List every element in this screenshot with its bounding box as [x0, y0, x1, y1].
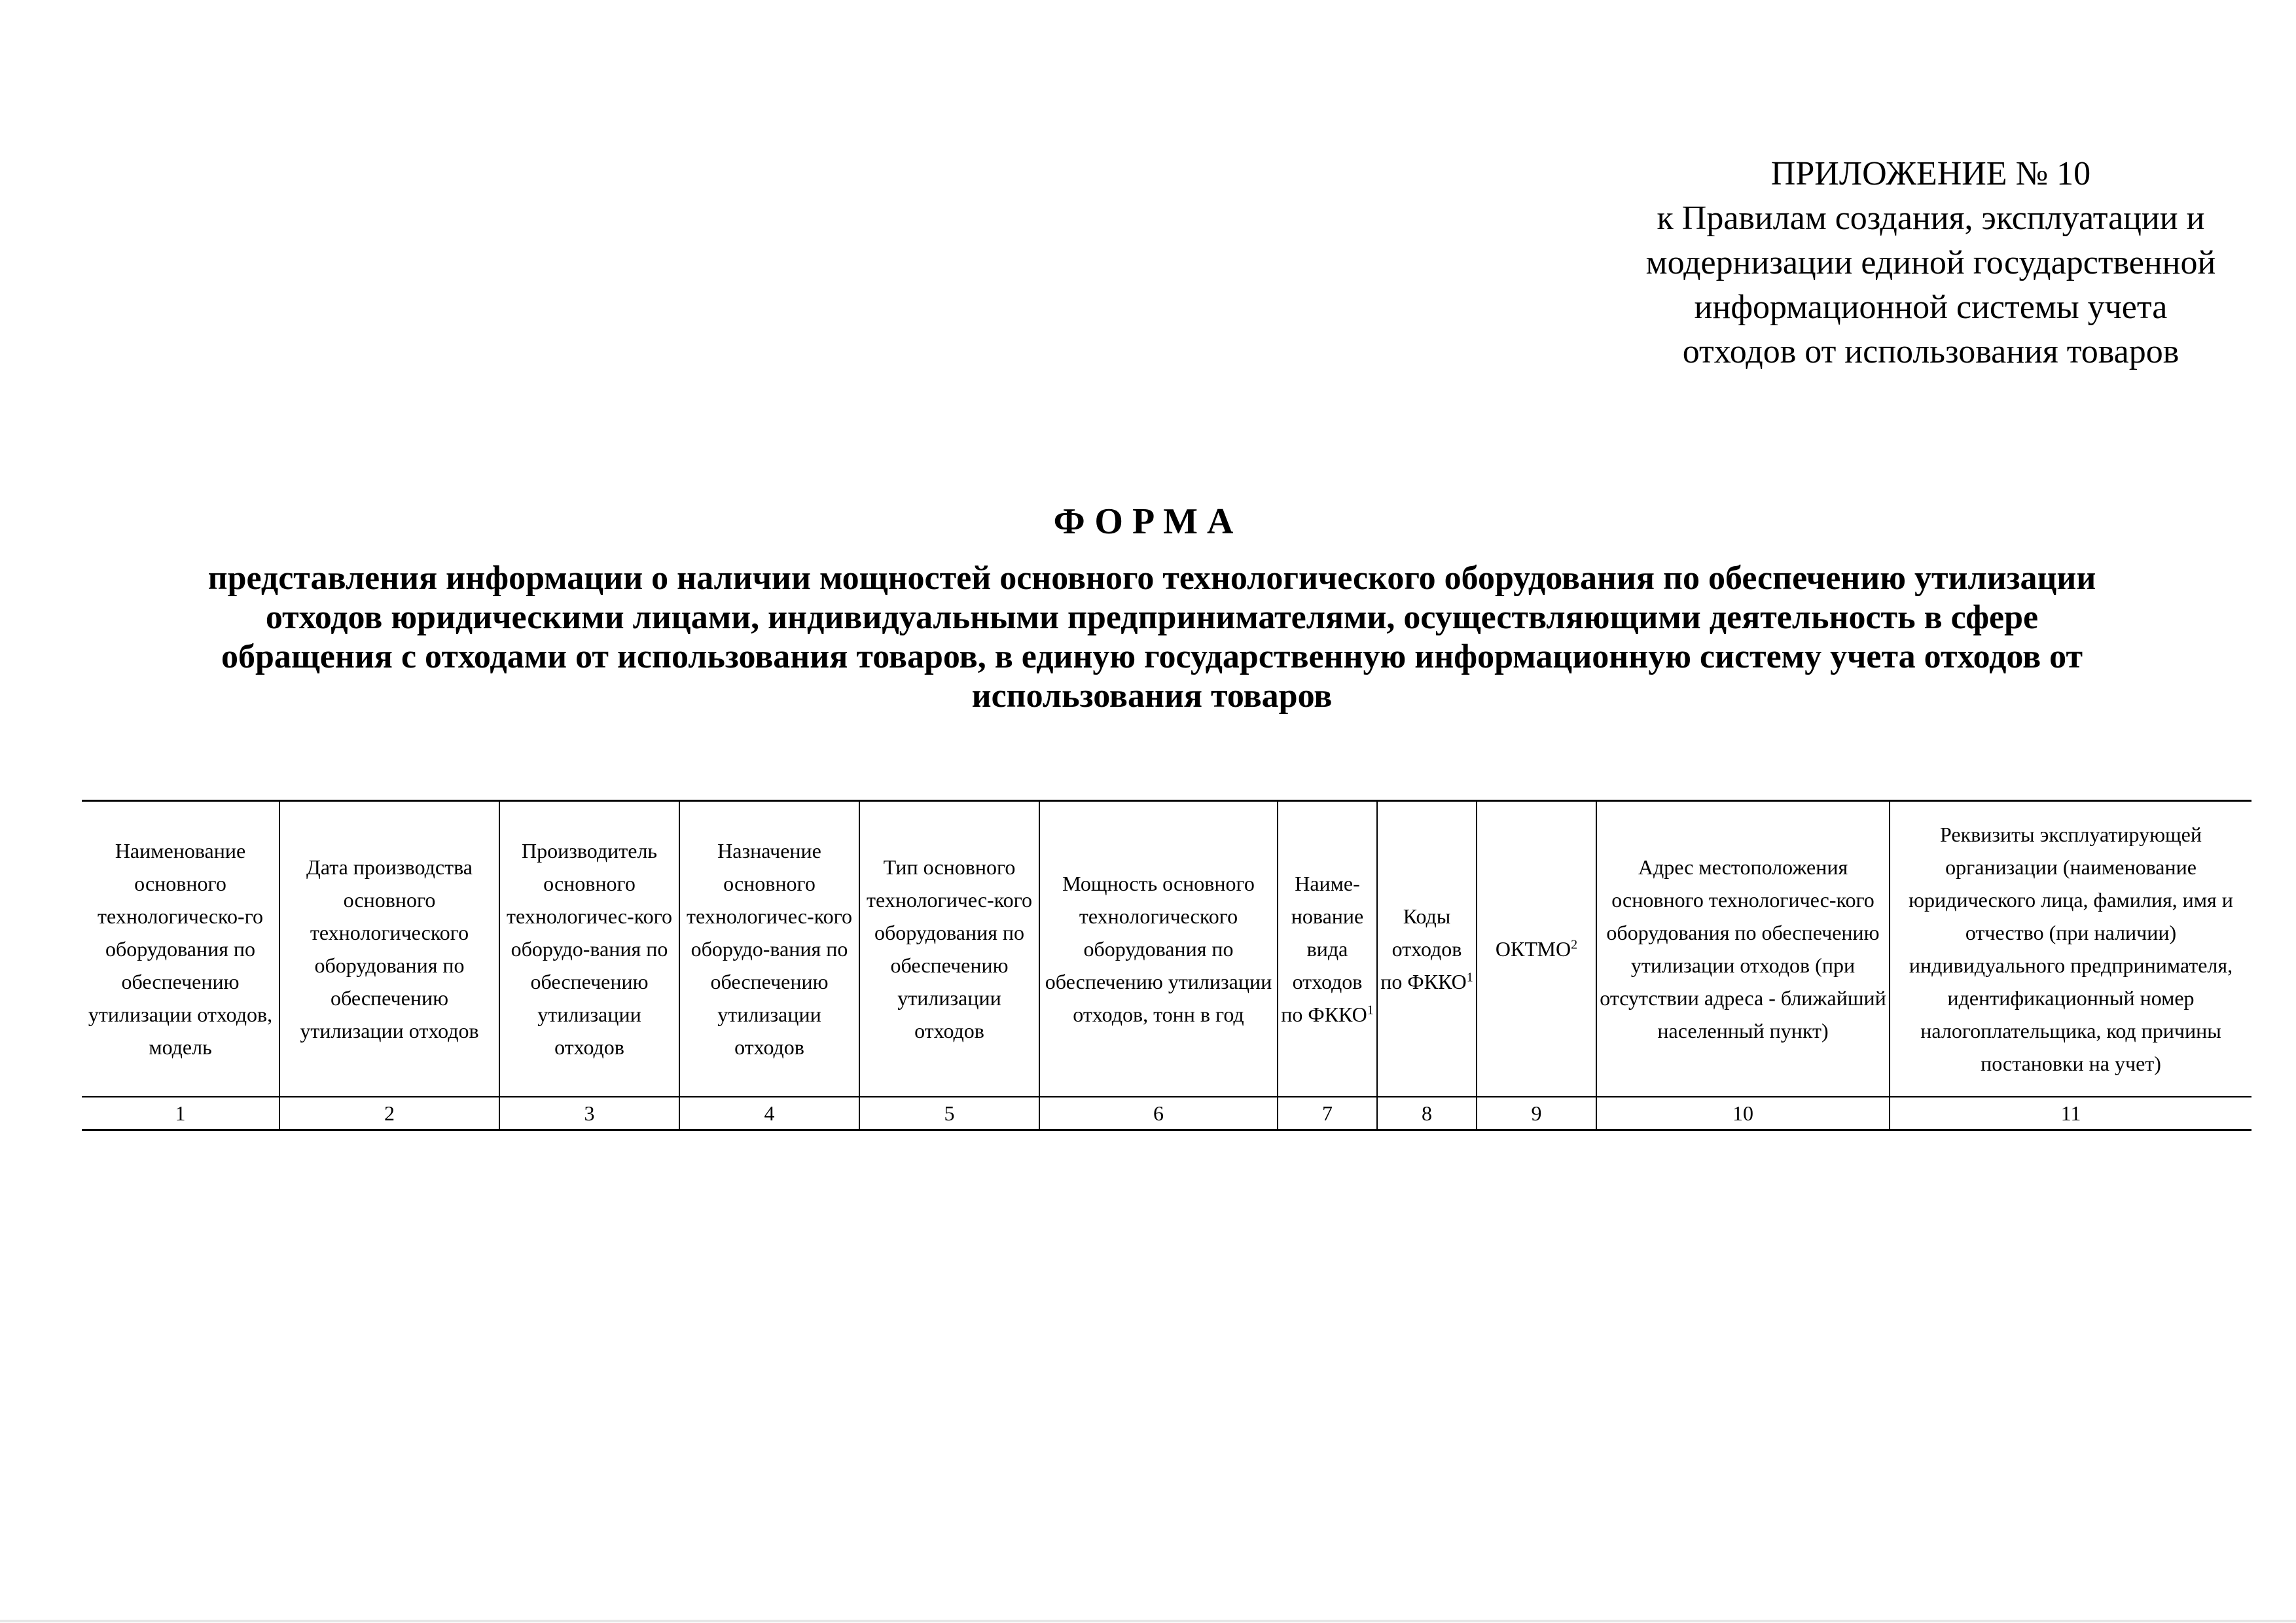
- column-header-address: Адрес местоположения основного технологичес-кого оборудования по обеспечению утилизации отходов (при отсутствии адреса - ближайший населенный пункт): [1596, 801, 1890, 1097]
- column-header-oktmo: ОКТМО$^2$: [1477, 801, 1596, 1097]
- appendix-line: отходов от использования товаров: [1682, 333, 2179, 370]
- column-header-production-date: Дата производства основного технологического оборудования по обеспечению утилизации отходов: [279, 801, 499, 1097]
- column-number: 10: [1596, 1097, 1890, 1130]
- column-number: 6: [1039, 1097, 1278, 1130]
- column-number: 9: [1477, 1097, 1596, 1130]
- appendix-number: ПРИЛОЖЕНИЕ № 10: [1770, 155, 2091, 192]
- form-subtitle-line: отходов юридическими лицами, индивидуальными предпринимателями, осуществляющими деятельность в сфере: [265, 599, 2039, 636]
- footnote-mark: 2: [1571, 937, 1578, 952]
- column-header-equipment-type: Тип основного технологичес-кого оборудования по обеспечению утилизации отходов: [859, 801, 1039, 1097]
- appendix-line: модернизации единой государственной: [1645, 244, 2216, 281]
- appendix-block: [1532, 152, 2296, 374]
- column-header-capacity: Мощность основного технологического оборудования по обеспечению утилизации отходов, тонн в год: [1039, 801, 1278, 1097]
- form-subtitle-line: представления информации о наличии мощностей основного технологического оборудования по обеспечению утилизации: [207, 560, 2096, 597]
- form-subtitle-line: обращения с отходами от использования товаров, в единую государственную информационную систему учета отходов от: [221, 638, 2083, 675]
- column-number: 7: [1278, 1097, 1377, 1130]
- appendix-line: информационной системы учета: [1694, 289, 2168, 326]
- column-number: 11: [1890, 1097, 2251, 1130]
- column-number: 4: [679, 1097, 859, 1130]
- form-title: ФОРМА: [1053, 501, 1243, 542]
- footnote-mark: 1: [1367, 1003, 1374, 1018]
- table-header-row: [82, 801, 2251, 1097]
- footnote-mark: 1: [1466, 970, 1473, 985]
- form-subtitle: [65, 559, 2238, 716]
- form-table: [82, 800, 2251, 1131]
- column-header-manufacturer: Производитель основного технологичес-кого оборудо-вания по обеспечению утилизации отходов: [499, 801, 679, 1097]
- column-number: 1: [82, 1097, 279, 1130]
- column-header-operator-details: Реквизиты эксплуатирующей организации (наименование юридического лица, фамилия, имя и отчество (при наличии) индивидуального предпринимателя, идентификационный номер налогоплательщика, код причины постановки на учет): [1890, 801, 2251, 1097]
- column-number: 3: [499, 1097, 679, 1130]
- column-number: 2: [279, 1097, 499, 1130]
- column-header-waste-codes: Коды отходов по ФККО$^1$: [1377, 801, 1477, 1097]
- form-subtitle-line: использования товаров: [971, 677, 1333, 715]
- column-number: 8: [1377, 1097, 1477, 1130]
- column-number: 5: [859, 1097, 1039, 1130]
- column-header-equipment-name: Наименование основного технологическо-го оборудования по обеспечению утилизации отходов, модель: [82, 801, 279, 1097]
- column-header-waste-type-name: Наиме-нование вида отходов по ФККО$^1$: [1278, 801, 1377, 1097]
- column-header-purpose: Назначение основного технологичес-кого оборудо-вания по обеспечению утилизации отходов: [679, 801, 859, 1097]
- column-number-row: [82, 1097, 2251, 1130]
- appendix-line: к Правилам создания, эксплуатации и: [1657, 200, 2205, 237]
- page-bottom-edge: [0, 1620, 2296, 1622]
